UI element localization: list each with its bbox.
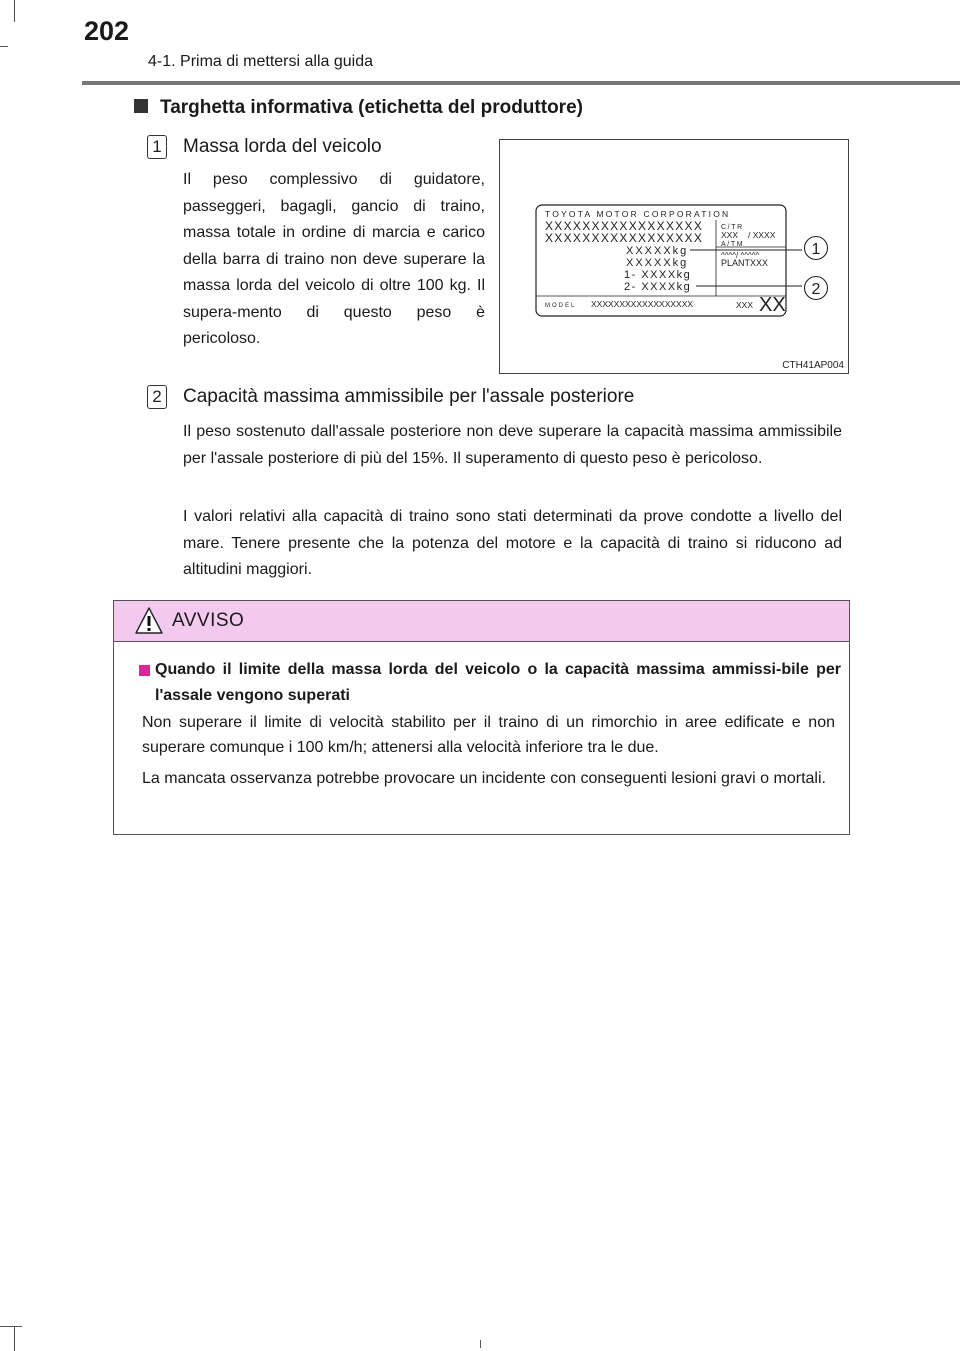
label-xxx-small: XXX	[736, 300, 754, 310]
label-manufacturer: TOYOTA MOTOR CORPORATION	[545, 209, 731, 219]
vehicle-label-illustration	[500, 140, 850, 375]
label-plant: PLANTXXX	[721, 258, 769, 268]
item-title-2: Capacità massima ammissibile per l'assale posteriore	[183, 386, 635, 407]
crop-mark-bottom-tick	[480, 1340, 481, 1348]
warning-subtitle	[141, 657, 841, 709]
callout-number-2: 2	[811, 281, 821, 298]
label-line-1: XXXXXXXXXXXXXXXXX	[545, 219, 704, 233]
label-ctr-value-2: / XXXX	[748, 230, 776, 240]
label-kg-2: XXXXXkg	[626, 257, 689, 269]
label-axle-2: 2- XXXXkg	[624, 281, 692, 293]
label-model-caption: MODEL	[545, 303, 577, 309]
header-rule	[82, 81, 960, 85]
label-ctr-value: XXX	[721, 230, 739, 240]
label-axle-1: 1- XXXXkg	[624, 269, 692, 281]
section-title	[134, 97, 583, 119]
crop-mark-bottom-left-v	[14, 1326, 15, 1351]
warning-paragraph-2: La mancata osservanza potrebbe provocare un incidente con conseguenti lesioni gravi o mortali.	[142, 770, 826, 787]
page-number: 202	[84, 16, 130, 46]
label-figure	[499, 139, 849, 374]
figure-code: CTH41AP004	[782, 360, 844, 371]
label-atm: A/TM	[721, 241, 745, 248]
warning-subtitle-text: Quando il limite della massa lorda del veicolo o la capacità massima ammissi-bile per l'assale vengono superati	[155, 661, 841, 704]
crop-mark-bottom-left-h	[0, 1326, 22, 1327]
item-body-2b: I valori relativi alla capacità di traino sono stati determinati da prove condotte a livello del mare. Tenere presente che la potenza del motore e la capacità di traino si riducono ad altitudini maggiori.	[183, 508, 842, 578]
crop-mark-top-left-v	[14, 0, 15, 22]
running-head: 4-1. Prima di mettersi alla guida	[148, 53, 373, 70]
item-badge-1: 1	[147, 135, 167, 159]
warning-header	[114, 601, 849, 642]
warning-bullet-icon	[139, 665, 150, 676]
warning-triangle-icon	[134, 606, 164, 636]
crop-mark-top-left-h	[0, 46, 8, 47]
item-title-1: Massa lorda del veicolo	[183, 136, 382, 157]
label-line-2: XXXXXXXXXXXXXXXXX	[545, 231, 704, 245]
warning-paragraph-1: Non superare il limite di velocità stabilito per il traino di un rimorchio in aree edificate e non superare comunque i 100 km/h; attenersi alla velocità inferiore tra le due.	[142, 714, 835, 756]
warning-box	[113, 600, 850, 835]
section-bullet-icon	[134, 99, 148, 113]
warning-title: AVVISO	[172, 610, 245, 631]
label-xx-big: XX	[759, 294, 786, 316]
item-badge-2: 2	[147, 385, 167, 409]
section-title-text: Targhetta informativa (etichetta del produttore)	[160, 97, 583, 118]
callout-number-1: 1	[811, 241, 821, 258]
item-body-1: Il peso complessivo di guidatore, passeggeri, bagagli, gancio di traino, massa totale in ordine di marcia e carico della barra di traino non deve superare la massa lorda del veicolo di oltre 100 kg. Il supera-mento di questo peso è pericoloso.	[183, 171, 485, 347]
label-plant-top: ^^^^/ ^^^^^	[721, 251, 760, 260]
label-ctr: C/TR	[721, 224, 744, 231]
label-model-value: XXXXXXXXXXXXXXXXXX	[591, 299, 694, 309]
label-kg-1: XXXXXkg	[626, 245, 689, 257]
item-body-2: Il peso sostenuto dall'assale posteriore non deve superare la capacità massima ammissibile per l'assale posteriore di più del 15%. Il superamento di questo peso è pericoloso.	[183, 423, 842, 467]
